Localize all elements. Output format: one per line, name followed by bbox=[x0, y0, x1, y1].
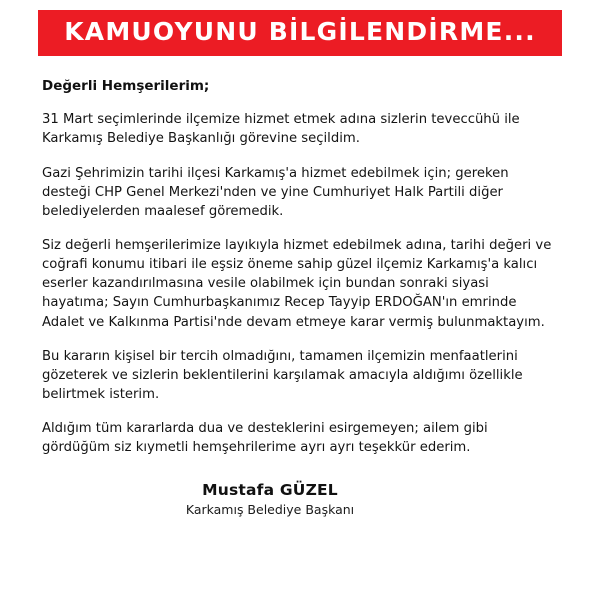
paragraph-2: Gazi Şehrimizin tarihi ilçesi Karkamış'a hizmet edebilmek için; gereken desteği CHP Genel Merkezi'nden ve yine Cumhuriyet Halk Partili diğer belediyelerden maalesef göremedik. bbox=[42, 165, 509, 219]
signature-role: Karkamış Belediye Başkanı bbox=[185, 502, 355, 518]
salutation: Değerli Hemşerilerim; bbox=[42, 78, 210, 95]
banner-container bbox=[0, 0, 600, 56]
banner-title: KAMUOYUNU BİLGİLENDİRME... bbox=[64, 17, 536, 46]
letter-body bbox=[0, 56, 600, 517]
paragraph-1: 31 Mart seçimlerinde ilçemize hizmet etmek adına sizlerin teveccühü ile Karkamış Belediye Başkanlığı görevine seçildim. bbox=[42, 112, 520, 147]
announcement-banner bbox=[38, 10, 562, 56]
signature-block bbox=[42, 481, 558, 517]
signature-name: Mustafa GÜZEL bbox=[202, 481, 338, 500]
paragraph-3: Siz değerli hemşerilerimize layıkıyla hizmet edebilmek adına, tarihi değeri ve coğrafi konumu itibari ile eşsiz öneme sahip güzel ilçemiz Karkamış'a kalıcı eserler kazandırılmasına vesile olabilmek için bundan sonraki siyasi hayatıma; Sayın Cumhurbaşkanımız Recep Tayyip ERDOĞAN'ın emrinde Adalet ve Kalkınma Partisi'nde devam etmeye karar vermiş bulunmaktayım. bbox=[42, 237, 552, 330]
paragraph-4: Bu kararın kişisel bir tercih olmadığını, tamamen ilçemizin menfaatlerini gözeterek ve sizlerin beklentilerini karşılamak amacıyla aldığımı özellikle belirtmek isterim. bbox=[42, 348, 523, 402]
paragraph-5: Aldığım tüm kararlarda dua ve desteklerini esirgemeyen; ailem gibi gördüğüm siz kıymetli hemşehrilerime ayrı ayrı teşekkür ederim. bbox=[42, 421, 488, 456]
